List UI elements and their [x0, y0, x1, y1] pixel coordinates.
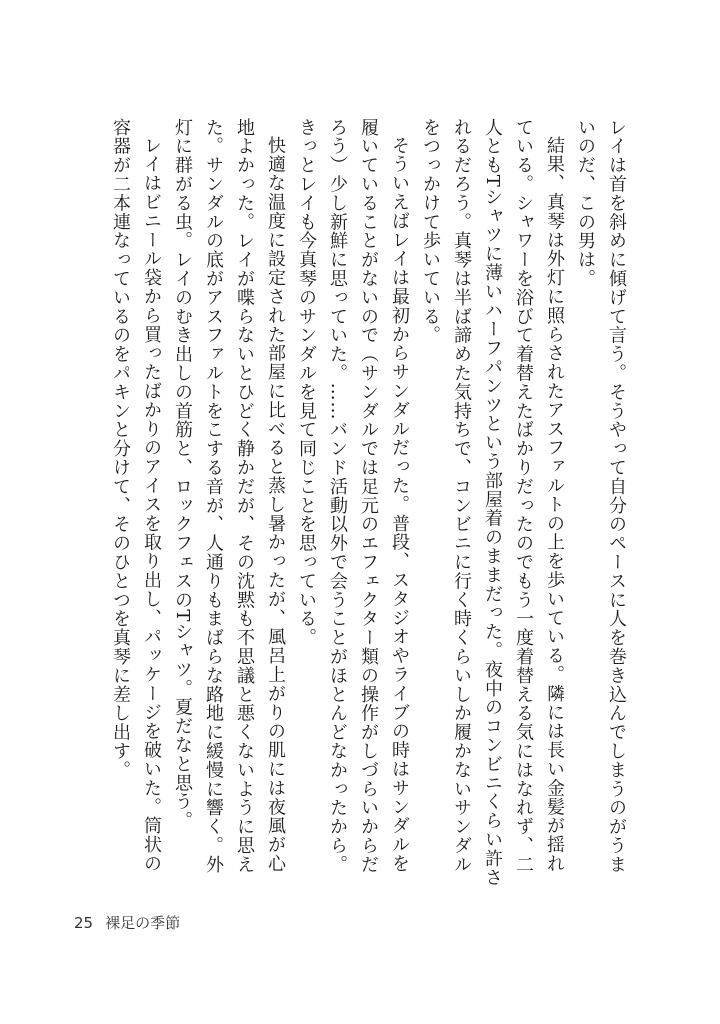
paragraph-3: そういえばレイは最初からサンダルだった。普段、スタジオやライブの時はサンダルを履いていることがないので（サンダルでは足元のエフェクター類の操作がしづらいからだろう）少し新鮮に思っていた。……バンド活動以外で会うことがほとんどなかったから。きっとレイも今真琴のサンダルを見て同じことを思っている。: [296, 118, 410, 874]
page-number: 25: [74, 914, 94, 932]
paragraph-5: レイはビニール袋から買ったばかりのアイスを取り出し、パッケージを破いた。筒状の容器が二本連なっているのをパキンと分けて、そのひとつを真琴に差し出す。: [110, 118, 162, 874]
vertical-text-block: [76, 118, 632, 888]
paragraph-1: レイは首を斜めに傾げて言う。そうやって自分のペースに人を巻き込んでしまうのがうまいのだ、この男は。: [575, 118, 627, 874]
paragraph-4: 快適な温度に設定された部屋に比べると蒸し暑かったが、風呂上がりの肌には夜風が心地よかった。レイが喋らないとひどく静かだが、その沈黙も不思議と悪くないように思えた。サンダルの底がアスファルトをこする音が、人通りもまばらな路地に緩慢に響く。外灯に群がる虫。レイのむき出しの首筋と、ロックフェスのTシャツ。夏だなと思う。: [172, 118, 286, 874]
page-footer: [74, 912, 180, 933]
chapter-title: 裸足の季節: [105, 914, 181, 932]
paragraph-2: 結果、真琴は外灯に照らされたアスファルトの上を歩いている。隣には長い金髪が揺れている。シャワーを浴びて着替えたばかりだったのでもう一度着替える気にはなれず、二人ともTシャツに薄いハーフパンツという部屋着のままだった。夜中のコンビニくらい許されるだろう。真琴は半ば諦めた気持ちで、コンビニに行く時くらいしか履かないサンダルをつっかけて歩いている。: [420, 118, 565, 887]
